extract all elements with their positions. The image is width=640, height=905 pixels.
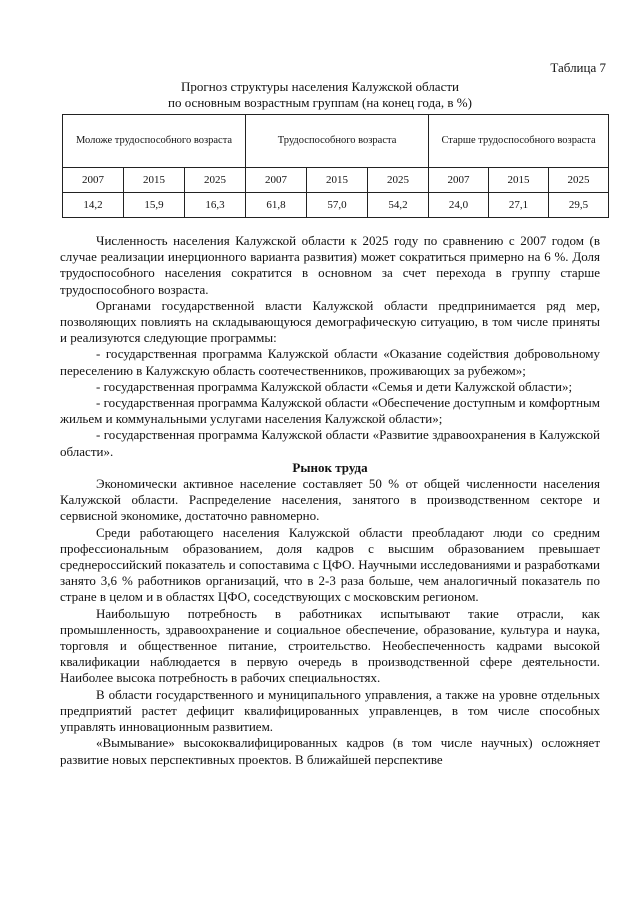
value-cell: 54,2 [368, 193, 429, 218]
table-caption [0, 79, 640, 111]
value-cell: 15,9 [124, 193, 185, 218]
paragraph: Наибольшую потребность в работниках испытывают такие отрасли, как промышленность, здравоохранение и социальное обеспечение, образование, культура и наука, торговля и общественное питание, строительство. Необеспеченность кадрами высокой квалификации наблюдается в первую очередь в производственной сфере деятельности. Наиболее высока потребность в рабочих специальностях. [60, 605, 600, 686]
table-row-values [63, 193, 609, 218]
group-header: Старше трудоспособного возраста [429, 115, 609, 168]
table-label: Таблица 7 [550, 60, 606, 75]
year-cell: 2025 [185, 168, 246, 193]
program-list-item: - государственная программа Калужской области «Обеспечение доступным и комфортным жильем и коммунальными услугами населения Калужской области»; [60, 395, 600, 427]
program-list-item: - государственная программа Калужской области «Семья и дети Калужской области»; [96, 378, 573, 394]
year-cell: 2025 [368, 168, 429, 193]
year-cell: 2007 [63, 168, 124, 193]
paragraph: Численность населения Калужской области к 2025 году по сравнению с 2007 годом (в случае реализации инерционного варианта развития) может сократиться примерно на 6 %. Доля трудоспособного населения сократится в основном за счет перехода в группу старше трудоспособного возраста. [60, 233, 600, 297]
paragraph: Экономически активное население составляет 50 % от общей численности населения Калужской области. Распределение населения, занятого в производственном секторе и сервисной экономике, достаточно равномерно. [60, 476, 600, 524]
table-caption-line-2: по основным возрастным группам (на конец года, в %) [168, 95, 472, 110]
table-caption-line-1: Прогноз структуры населения Калужской области [180, 79, 459, 94]
value-cell: 29,5 [549, 193, 609, 218]
group-header: Моложе трудоспособного возраста [63, 115, 246, 168]
value-cell: 24,0 [429, 193, 489, 218]
value-cell: 14,2 [63, 193, 124, 218]
year-cell: 2015 [489, 168, 549, 193]
year-cell: 2015 [307, 168, 368, 193]
paragraph: Среди работающего населения Калужской области преобладают люди со средним профессиональным образованием, доля кадров с высшим образованием превышает среднероссийский показатель и сопоставима с ЦФО. Научными исследованиями и разработками занято 3,6 % работников организаций, что в 2-3 раза больше, чем аналогичный показатель по стране в целом и в областях ЦФО, соседствующих с московским регионом. [60, 524, 600, 605]
paragraph: В области государственного и муниципального управления, а также на уровне отдельных предприятий растет дефицит квалифицированных управленцев, в том числе способных управлять инновационным развитием. [60, 686, 600, 735]
table-header-groups [63, 115, 609, 168]
program-list-item: - государственная программа Калужской области «Оказание содействия добровольному переселению в Калужскую область соотечественников, проживающих за рубежом»; [60, 346, 600, 378]
value-cell: 27,1 [489, 193, 549, 218]
group-header: Трудоспособного возраста [246, 115, 429, 168]
value-cell: 61,8 [246, 193, 307, 218]
population-forecast-table [62, 114, 609, 218]
paragraph: Органами государственной власти Калужской области предпринимается ряд мер, позволяющих повлиять на складывающуюся демографическую ситуацию, в том числе приняты и реализуются следующие программы: [60, 297, 600, 346]
year-cell: 2007 [429, 168, 489, 193]
year-cell: 2025 [549, 168, 609, 193]
paragraph: «Вымывание» высококвалифицированных кадров (в том числе научных) осложняет развитие новых перспективных проектов. В ближайшей перспективе [60, 735, 600, 767]
value-cell: 16,3 [185, 193, 246, 218]
year-cell: 2007 [246, 168, 307, 193]
section-heading: Рынок труда [292, 459, 368, 475]
table-header-years [63, 168, 609, 193]
program-list-item: - государственная программа Калужской области «Развитие здравоохранения в Калужской области». [60, 427, 600, 459]
value-cell: 57,0 [307, 193, 368, 218]
year-cell: 2015 [124, 168, 185, 193]
document-body [60, 233, 600, 768]
